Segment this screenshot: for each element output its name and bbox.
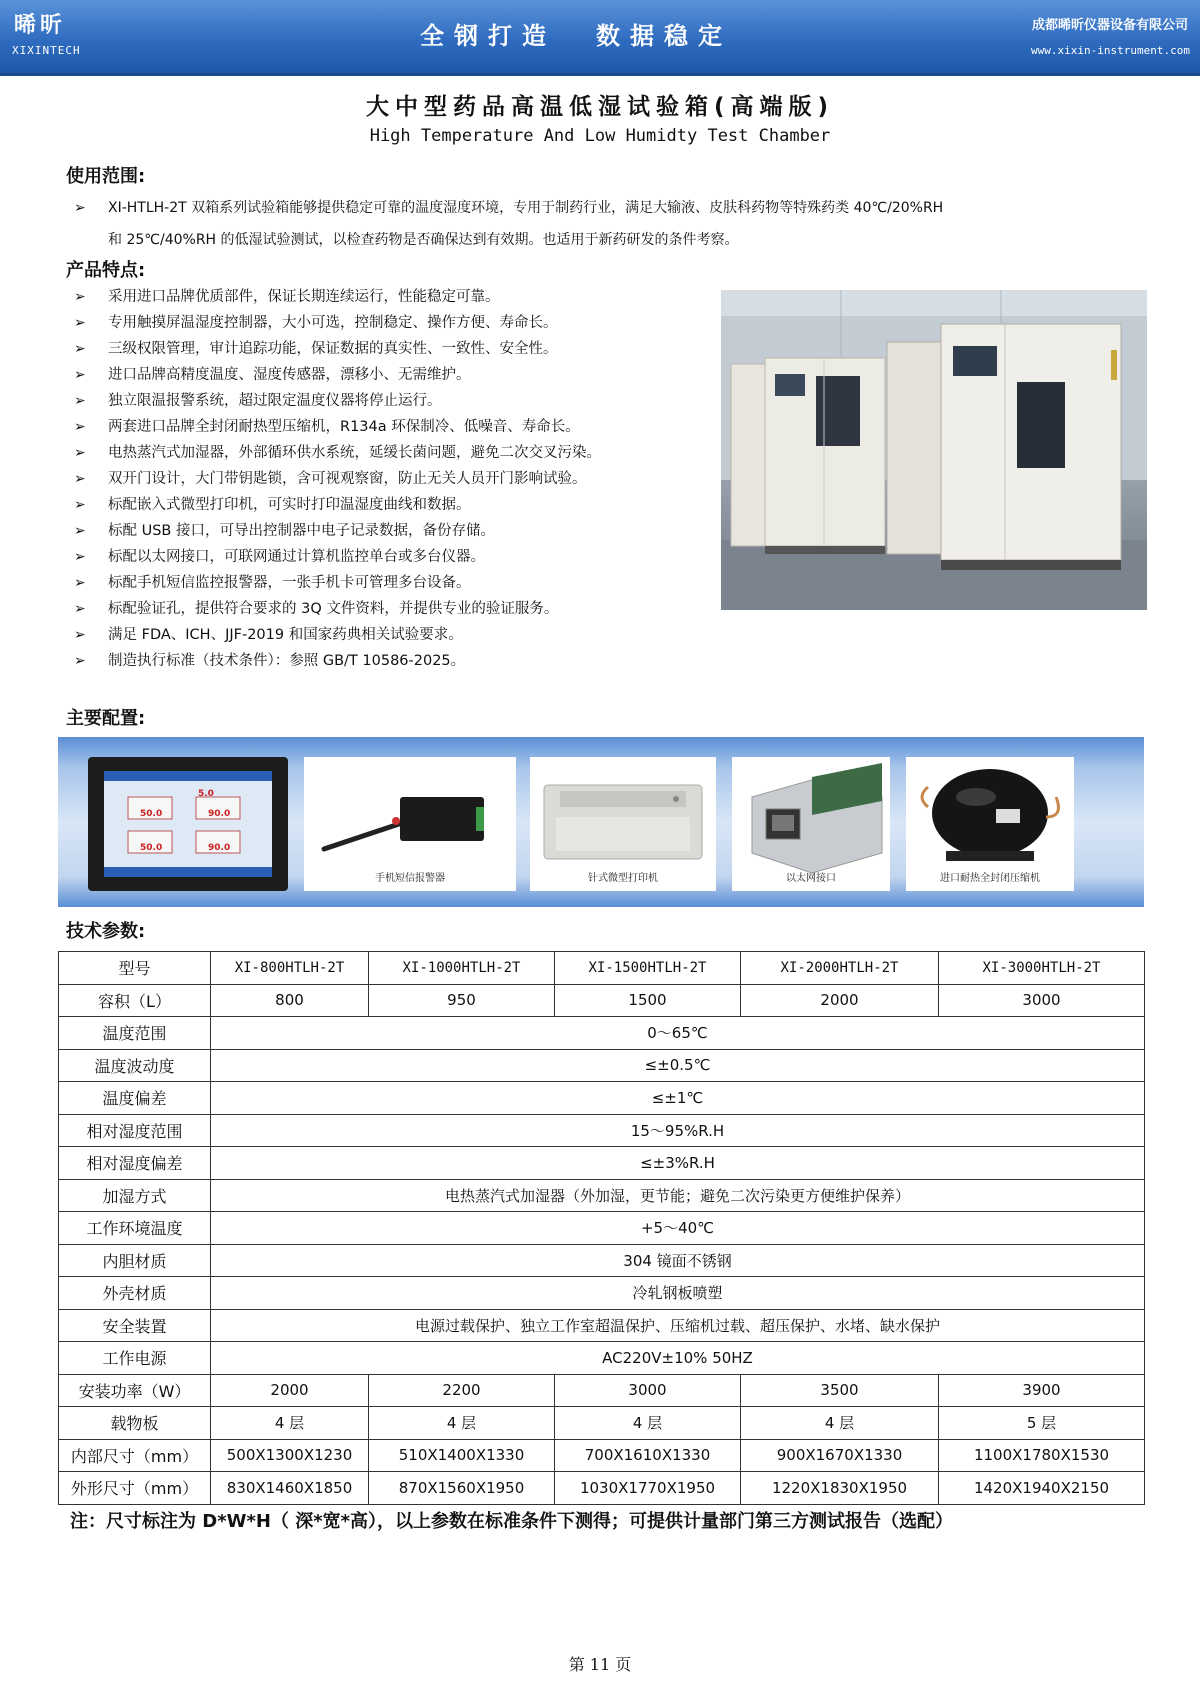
table-row: [59, 1114, 1145, 1147]
config-compressor: [906, 757, 1074, 891]
slogan-part-1: 全钢打造: [420, 22, 556, 50]
page-subtitle: High Temperature And Low Humidty Test Chamber: [369, 126, 831, 146]
spec-cell: 5 层: [939, 1407, 1145, 1440]
feature-text: 独立限温报警系统，超过限定温度仪器将停止运行。: [108, 393, 442, 409]
bullet-arrow-icon: ➢: [74, 289, 86, 305]
spec-row-label: 容积（L）: [59, 984, 211, 1017]
config-image-band: [58, 737, 1144, 907]
spec-cell: 1030X1770X1950: [555, 1472, 741, 1505]
feature-item: [74, 310, 714, 336]
bullet-arrow-icon: ➢: [74, 200, 86, 216]
footnote: 注：尺寸标注为 D*W*H（ 深*宽*高），以上参数在标准条件下测得；可提供计量部门第三方测试报告（选配）: [70, 1511, 954, 1532]
config-label-printer: 针式微型打印机: [588, 873, 658, 884]
product-photo: [721, 290, 1147, 610]
spec-cell: XI-3000HTLH-2T: [939, 952, 1145, 985]
spec-row-label: 相对湿度偏差: [59, 1147, 211, 1180]
table-row: [59, 1017, 1145, 1050]
spec-cell: 304 镜面不锈钢: [211, 1244, 1145, 1277]
spec-table: [58, 951, 1145, 1505]
spec-row-label: 安全装置: [59, 1309, 211, 1342]
spec-cell: 4 层: [369, 1407, 555, 1440]
bullet-arrow-icon: ➢: [74, 471, 86, 487]
config-label-ethernet: 以太网接口: [786, 873, 836, 884]
chamber-photo-illustration: [721, 290, 1147, 610]
screen-value-4: 50.0: [140, 843, 163, 853]
spec-cell: 电热蒸汽式加湿器（外加湿，更节能；避免二次污染更方便维护保养）: [211, 1179, 1145, 1212]
spec-row-label: 外壳材质: [59, 1277, 211, 1310]
feature-item: [74, 648, 714, 674]
table-row: [59, 1374, 1145, 1407]
feature-text: 制造执行标准（技术条件）：参照 GB/T 10586-2025。: [108, 653, 466, 669]
feature-item: [74, 388, 714, 414]
table-row: [59, 952, 1145, 985]
spec-cell: 830X1460X1850: [211, 1472, 369, 1505]
spec-cell: 1420X1940X2150: [939, 1472, 1145, 1505]
table-row: [59, 1147, 1145, 1180]
spec-cell: +5～40℃: [211, 1212, 1145, 1245]
spec-row-label: 温度波动度: [59, 1049, 211, 1082]
spec-cell: 950: [369, 984, 555, 1017]
feature-item: [74, 544, 714, 570]
feature-item: [74, 570, 714, 596]
spec-cell: 2200: [369, 1374, 555, 1407]
bullet-arrow-icon: ➢: [74, 341, 86, 357]
table-row: [59, 1244, 1145, 1277]
table-row: [59, 1049, 1145, 1082]
feature-text: 双开门设计，大门带钥匙锁，含可视观察窗，防止无关人员开门影响试验。: [108, 471, 587, 487]
bullet-arrow-icon: ➢: [74, 549, 86, 565]
feature-text: 标配 USB 接口，可导出控制器中电子记录数据，备份存储。: [108, 523, 495, 539]
spec-cell: 3000: [555, 1374, 741, 1407]
screen-value-2: 50.0: [140, 809, 163, 819]
feature-text: 两套进口品牌全封闭耐热型压缩机，R134a 环保制冷、低噪音、寿命长。: [108, 419, 580, 435]
usage-line-2: 和 25℃/40%RH 的低湿试验测试，以检查药物是否确保达到有效期。也适用于新药研发的条件考察。: [108, 232, 739, 248]
spec-row-label: 工作电源: [59, 1342, 211, 1375]
spec-cell: AC220V±10% 50HZ: [211, 1342, 1145, 1375]
feature-text: 标配验证孔，提供符合要求的 3Q 文件资料，并提供专业的验证服务。: [108, 601, 559, 617]
feature-text: 采用进口品牌优质部件，保证长期连续运行，性能稳定可靠。: [108, 289, 500, 305]
spec-cell: 4 层: [741, 1407, 939, 1440]
usage-line-1: ➢ XI-HTLH-2T 双箱系列试验箱能够提供稳定可靠的温度湿度环境，专用于制药行业，满足大输液、皮肤科药物等特殊药类 40℃/20%RH: [74, 192, 1144, 224]
table-row: [59, 1082, 1145, 1115]
config-label-sms: 手机短信报警器: [375, 873, 445, 884]
feature-item: [74, 414, 714, 440]
spec-cell: 500X1300X1230: [211, 1439, 369, 1472]
feature-item: [74, 284, 714, 310]
spec-row-label: 内胆材质: [59, 1244, 211, 1277]
website-url[interactable]: www.xixin-instrument.com: [1031, 44, 1190, 57]
bullet-arrow-icon: ➢: [74, 367, 86, 383]
config-controller-screen: [88, 757, 288, 891]
bullet-arrow-icon: ➢: [74, 445, 86, 461]
feature-text: 标配嵌入式微型打印机，可实时打印温湿度曲线和数据。: [108, 497, 471, 513]
spec-cell: XI-800HTLH-2T: [211, 952, 369, 985]
spec-cell: XI-1000HTLH-2T: [369, 952, 555, 985]
table-row: [59, 1212, 1145, 1245]
spec-cell: 1500: [555, 984, 741, 1017]
spec-row-label: 安装功率（W）: [59, 1374, 211, 1407]
specs-heading: 技术参数:: [66, 921, 146, 942]
feature-item: [74, 596, 714, 622]
feature-item: [74, 492, 714, 518]
spec-cell: 870X1560X1950: [369, 1472, 555, 1505]
table-row: [59, 1472, 1145, 1505]
brand-name-en: XIXINTECH: [12, 44, 81, 57]
spec-cell: 800: [211, 984, 369, 1017]
config-label-compressor: 进口耐热全封闭压缩机: [940, 873, 1040, 884]
feature-list: [74, 284, 714, 674]
spec-row-label: 内部尺寸（mm）: [59, 1439, 211, 1472]
spec-row-label: 外形尺寸（mm）: [59, 1472, 211, 1505]
table-row: [59, 1439, 1145, 1472]
feature-text: 标配以太网接口，可联网通过计算机监控单台或多台仪器。: [108, 549, 485, 565]
spec-cell: XI-2000HTLH-2T: [741, 952, 939, 985]
feature-text: 电热蒸汽式加湿器，外部循环供水系统，延缓长菌问题，避免二次交叉污染。: [108, 445, 601, 461]
table-row: [59, 1309, 1145, 1342]
spec-row-label: 相对湿度范围: [59, 1114, 211, 1147]
table-row: [59, 1342, 1145, 1375]
spec-row-label: 温度偏差: [59, 1082, 211, 1115]
spec-cell: 3000: [939, 984, 1145, 1017]
spec-row-label: 载物板: [59, 1407, 211, 1440]
slogan-part-2: 数据稳定: [596, 22, 732, 50]
feature-text: 三级权限管理，审计追踪功能，保证数据的真实性、一致性、安全性。: [108, 341, 558, 357]
spec-cell: 900X1670X1330: [741, 1439, 939, 1472]
touchscreen-controller-icon: [88, 757, 288, 891]
page-header-bar: [0, 0, 1200, 76]
spec-cell: 15～95%R.H: [211, 1114, 1145, 1147]
config-ethernet: [732, 757, 890, 891]
page-title: 大中型药品高温低湿试验箱(高端版): [365, 94, 835, 120]
bullet-arrow-icon: ➢: [74, 315, 86, 331]
spec-cell: 4 层: [555, 1407, 741, 1440]
table-row: [59, 984, 1145, 1017]
company-name: 成都晞昕仪器设备有限公司: [1031, 18, 1188, 33]
feature-item: [74, 622, 714, 648]
feature-item: [74, 336, 714, 362]
page-number: 第 11 页: [568, 1655, 632, 1674]
feature-item: [74, 362, 714, 388]
bullet-arrow-icon: ➢: [74, 419, 86, 435]
bullet-arrow-icon: ➢: [74, 627, 86, 643]
spec-cell: ≤±3%R.H: [211, 1147, 1145, 1180]
brand-name-cn: 晞昕: [14, 13, 67, 38]
bullet-arrow-icon: ➢: [74, 393, 86, 409]
config-sms-alarm: [304, 757, 516, 891]
spec-cell: 电源过载保护、独立工作室超温保护、压缩机过载、超压保护、水堵、缺水保护: [211, 1309, 1145, 1342]
header-slogan: [420, 16, 772, 51]
config-printer: [530, 757, 716, 891]
bullet-arrow-icon: ➢: [74, 575, 86, 591]
bullet-arrow-icon: ➢: [74, 653, 86, 669]
usage-heading: 使用范围:: [66, 166, 146, 187]
feature-text: 进口品牌高精度温度、湿度传感器，漂移小、无需维护。: [108, 367, 471, 383]
feature-item: [74, 518, 714, 544]
bullet-arrow-icon: ➢: [74, 601, 86, 617]
feature-text: 专用触摸屏温湿度控制器，大小可选，控制稳定、操作方便、寿命长。: [108, 315, 558, 331]
config-heading: 主要配置:: [66, 708, 146, 729]
table-row: [59, 1179, 1145, 1212]
table-row: [59, 1277, 1145, 1310]
bullet-arrow-icon: ➢: [74, 497, 86, 513]
spec-row-label: 加湿方式: [59, 1179, 211, 1212]
spec-cell: 0～65℃: [211, 1017, 1145, 1050]
features-heading: 产品特点:: [66, 260, 146, 281]
table-row: [59, 1407, 1145, 1440]
bullet-arrow-icon: ➢: [74, 523, 86, 539]
usage-paragraph: [74, 192, 1144, 256]
spec-row-label: 工作环境温度: [59, 1212, 211, 1245]
spec-cell: ≤±0.5℃: [211, 1049, 1145, 1082]
spec-cell: 2000: [741, 984, 939, 1017]
spec-cell: 冷轧钢板喷塑: [211, 1277, 1145, 1310]
spec-cell: 510X1400X1330: [369, 1439, 555, 1472]
screen-value-3: 90.0: [208, 809, 231, 819]
feature-item: [74, 440, 714, 466]
spec-cell: 3500: [741, 1374, 939, 1407]
screen-value-1: 5.0: [198, 789, 214, 799]
spec-row-label: 温度范围: [59, 1017, 211, 1050]
spec-cell: 4 层: [211, 1407, 369, 1440]
feature-item: [74, 466, 714, 492]
spec-cell: 1100X1780X1530: [939, 1439, 1145, 1472]
feature-text: 标配手机短信监控报警器，一张手机卡可管理多台设备。: [108, 575, 471, 591]
spec-cell: ≤±1℃: [211, 1082, 1145, 1115]
spec-cell: 2000: [211, 1374, 369, 1407]
spec-cell: 3900: [939, 1374, 1145, 1407]
spec-cell: XI-1500HTLH-2T: [555, 952, 741, 985]
feature-text: 满足 FDA、ICH、JJF-2019 和国家药典相关试验要求。: [108, 627, 463, 643]
spec-cell: 700X1610X1330: [555, 1439, 741, 1472]
spec-row-label: 型号: [59, 952, 211, 985]
spec-cell: 1220X1830X1950: [741, 1472, 939, 1505]
screen-value-5: 90.0: [208, 843, 231, 853]
